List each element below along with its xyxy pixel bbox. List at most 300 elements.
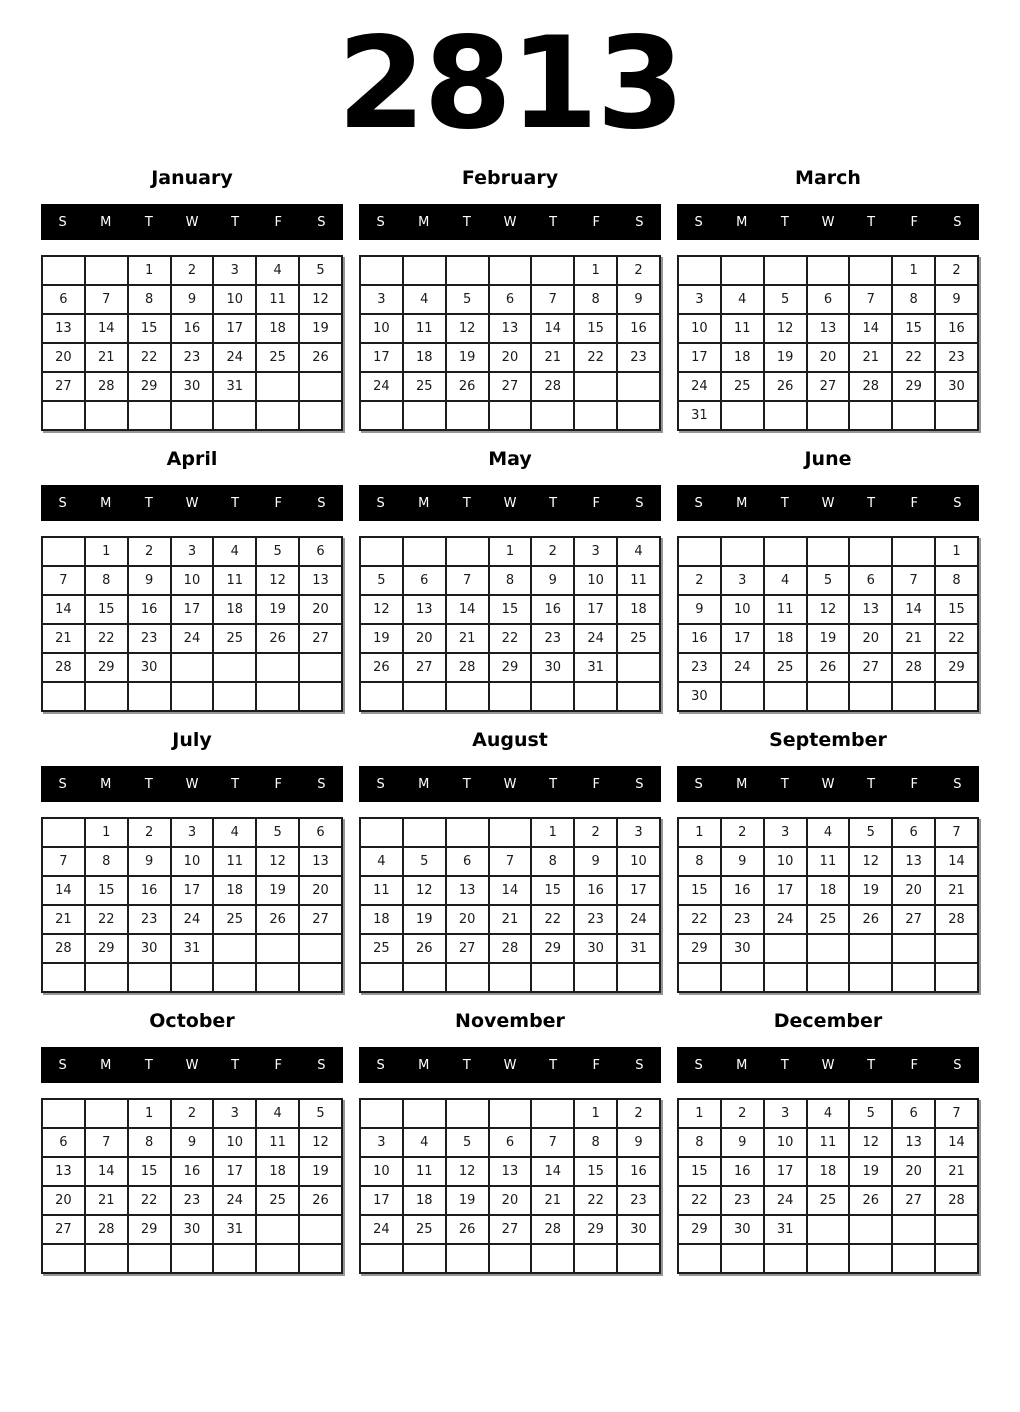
day-cell: 17 [617,876,660,905]
month-block [359,1009,661,1274]
month-block [359,447,661,712]
day-cell: 13 [299,566,342,595]
day-cell: 9 [128,566,171,595]
week-row [360,343,660,372]
month-days-table [677,255,979,431]
day-cell: 25 [764,653,807,682]
day-cell: 2 [935,256,978,285]
day-cell: 21 [935,876,978,905]
month-title: November [455,1010,565,1032]
empty-day-cell [807,256,850,285]
week-row [42,1215,342,1244]
day-cell: 25 [403,372,446,401]
empty-day-cell [574,401,617,430]
empty-day-cell [42,818,85,847]
empty-day-cell [892,963,935,992]
day-cell: 6 [446,847,489,876]
day-cell: 11 [213,566,256,595]
empty-day-cell [531,963,574,992]
week-row [360,905,660,934]
weekday-label: M [736,495,748,511]
day-cell: 8 [531,847,574,876]
day-cell: 12 [849,1128,892,1157]
day-cell: 17 [213,314,256,343]
empty-day-cell [849,537,892,566]
day-cell: 20 [403,624,446,653]
day-cell: 28 [892,653,935,682]
day-cell: 3 [764,818,807,847]
empty-day-cell [849,401,892,430]
week-row [360,1099,660,1128]
day-cell: 11 [213,847,256,876]
day-cell: 15 [935,595,978,624]
day-cell: 16 [171,1157,214,1186]
day-cell: 1 [574,256,617,285]
day-cell: 31 [574,653,617,682]
empty-day-cell [764,537,807,566]
month-days-body [360,256,660,430]
day-cell: 11 [764,595,807,624]
day-cell: 4 [807,818,850,847]
weekday-label: W [821,1057,835,1073]
empty-day-cell [849,934,892,963]
day-cell: 24 [617,905,660,934]
day-cell: 26 [446,1215,489,1244]
empty-day-cell [721,682,764,711]
empty-day-cell [935,1215,978,1244]
day-cell: 2 [128,818,171,847]
weekday-header [677,204,979,240]
empty-day-cell [807,537,850,566]
day-cell: 16 [617,1157,660,1186]
empty-day-cell [446,818,489,847]
day-cell: 20 [892,876,935,905]
day-cell: 8 [489,566,532,595]
day-cell: 22 [935,624,978,653]
empty-day-cell [935,401,978,430]
day-cell: 19 [256,595,299,624]
empty-day-cell [256,1244,299,1273]
day-cell: 17 [360,1186,403,1215]
day-cell: 3 [574,537,617,566]
weekday-header [359,1047,661,1083]
year-title: 2813 [337,9,683,157]
day-cell: 23 [171,1186,214,1215]
weekday-label: S [376,495,385,511]
empty-day-cell [574,682,617,711]
week-row [678,1157,978,1186]
month-days-table [359,1098,661,1274]
day-cell: 9 [128,847,171,876]
weekday-label: S [635,495,644,511]
day-cell: 5 [446,285,489,314]
week-row [42,876,342,905]
month-days-table [359,817,661,993]
empty-day-cell [360,401,403,430]
day-cell: 24 [721,653,764,682]
day-cell: 12 [360,595,403,624]
week-row [42,537,342,566]
empty-day-cell [446,401,489,430]
weekday-label: S [317,776,326,792]
weekday-label: S [58,214,67,230]
weekday-label: M [100,1057,112,1073]
day-cell: 7 [85,285,128,314]
day-cell: 28 [531,1215,574,1244]
day-cell: 29 [489,653,532,682]
day-cell: 16 [721,1157,764,1186]
day-cell: 15 [489,595,532,624]
empty-day-cell [360,537,403,566]
day-cell: 29 [128,372,171,401]
day-cell: 30 [531,653,574,682]
day-cell: 27 [42,1215,85,1244]
day-cell: 24 [678,372,721,401]
day-cell: 17 [360,343,403,372]
month-block [41,1009,343,1274]
week-row [360,1215,660,1244]
empty-day-cell [807,1215,850,1244]
week-row [360,566,660,595]
day-cell: 5 [299,256,342,285]
day-cell: 15 [531,876,574,905]
weekday-label: M [736,214,748,230]
day-cell: 18 [764,624,807,653]
day-cell: 22 [574,1186,617,1215]
empty-day-cell [489,1099,532,1128]
day-cell: 7 [849,285,892,314]
day-cell: 27 [403,653,446,682]
empty-day-cell [574,1244,617,1273]
empty-day-cell [531,1244,574,1273]
weekday-header [677,766,979,802]
empty-day-cell [678,963,721,992]
empty-day-cell [678,537,721,566]
day-cell: 17 [721,624,764,653]
week-row [678,1244,978,1273]
day-cell: 23 [128,905,171,934]
day-cell: 14 [42,595,85,624]
day-cell: 26 [446,372,489,401]
day-cell: 22 [85,905,128,934]
day-cell: 29 [892,372,935,401]
month-days-body [360,1099,660,1273]
empty-day-cell [807,401,850,430]
empty-day-cell [42,1244,85,1273]
day-cell: 19 [849,1157,892,1186]
empty-day-cell [360,818,403,847]
day-cell: 9 [574,847,617,876]
day-cell: 20 [892,1157,935,1186]
day-cell: 12 [446,1157,489,1186]
day-cell: 10 [764,847,807,876]
empty-day-cell [42,401,85,430]
empty-day-cell [935,934,978,963]
day-cell: 27 [446,934,489,963]
day-cell: 6 [42,1128,85,1157]
day-cell: 11 [807,1128,850,1157]
day-cell: 13 [849,595,892,624]
empty-day-cell [935,963,978,992]
day-cell: 18 [807,1157,850,1186]
week-row [678,653,978,682]
week-row [360,876,660,905]
weekday-label: T [867,776,876,792]
empty-day-cell [299,963,342,992]
day-cell: 17 [764,876,807,905]
month-days-body [42,818,342,992]
day-cell: 26 [849,905,892,934]
week-row [360,682,660,711]
day-cell: 29 [574,1215,617,1244]
day-cell: 6 [299,818,342,847]
day-cell: 15 [85,595,128,624]
empty-day-cell [299,1244,342,1273]
month-days-body [360,537,660,711]
day-cell: 12 [849,847,892,876]
empty-day-cell [935,1244,978,1273]
weekday-label: S [953,776,962,792]
month-days-table [677,536,979,712]
day-cell: 28 [42,934,85,963]
day-cell: 29 [935,653,978,682]
day-cell: 27 [489,372,532,401]
day-cell: 30 [935,372,978,401]
day-cell: 8 [935,566,978,595]
week-row [42,1157,342,1186]
day-cell: 31 [171,934,214,963]
day-cell: 5 [360,566,403,595]
day-cell: 9 [171,285,214,314]
week-row [42,653,342,682]
week-row [678,682,978,711]
day-cell: 22 [892,343,935,372]
day-cell: 28 [531,372,574,401]
day-cell: 20 [849,624,892,653]
week-row [360,818,660,847]
weekday-label: S [635,776,644,792]
day-cell: 1 [128,1099,171,1128]
day-cell: 1 [678,818,721,847]
week-row [678,372,978,401]
weekday-header [41,1047,343,1083]
day-cell: 30 [171,1215,214,1244]
month-block [677,166,979,431]
day-cell: 23 [128,624,171,653]
day-cell: 16 [935,314,978,343]
week-row [360,314,660,343]
week-row [678,314,978,343]
week-row [42,401,342,430]
day-cell: 13 [299,847,342,876]
week-row [360,256,660,285]
month-block [359,728,661,993]
month-days-table [41,817,343,993]
empty-day-cell [617,682,660,711]
empty-day-cell [85,256,128,285]
week-row [678,1186,978,1215]
empty-day-cell [256,653,299,682]
empty-day-cell [531,401,574,430]
week-row [42,1186,342,1215]
empty-day-cell [403,256,446,285]
day-cell: 13 [42,314,85,343]
day-cell: 7 [85,1128,128,1157]
day-cell: 18 [213,876,256,905]
day-cell: 4 [213,537,256,566]
empty-day-cell [299,1215,342,1244]
day-cell: 4 [403,285,446,314]
weekday-label: T [462,1057,471,1073]
week-row [42,1099,342,1128]
empty-day-cell [171,653,214,682]
day-cell: 6 [849,566,892,595]
month-days-table [677,1098,979,1274]
empty-day-cell [721,401,764,430]
day-cell: 30 [617,1215,660,1244]
weekday-label: S [635,1057,644,1073]
weekday-header [41,204,343,240]
day-cell: 23 [678,653,721,682]
day-cell: 2 [721,1099,764,1128]
weekday-label: S [953,1057,962,1073]
day-cell: 11 [360,876,403,905]
day-cell: 21 [446,624,489,653]
day-cell: 26 [299,343,342,372]
weekday-label: F [592,1057,601,1073]
month-block [677,728,979,993]
day-cell: 6 [42,285,85,314]
month-block [41,728,343,993]
day-cell: 28 [85,1215,128,1244]
day-cell: 18 [403,1186,446,1215]
week-row [42,624,342,653]
day-cell: 19 [446,343,489,372]
empty-day-cell [489,682,532,711]
day-cell: 24 [213,1186,256,1215]
day-cell: 29 [531,934,574,963]
day-cell: 15 [85,876,128,905]
weekday-label: W [821,495,835,511]
day-cell: 6 [403,566,446,595]
weekday-label: W [185,495,199,511]
empty-day-cell [42,537,85,566]
day-cell: 2 [171,256,214,285]
empty-day-cell [256,682,299,711]
day-cell: 12 [764,314,807,343]
weekday-label: T [780,214,789,230]
empty-day-cell [403,1244,446,1273]
day-cell: 16 [171,314,214,343]
day-cell: 7 [42,847,85,876]
empty-day-cell [213,401,256,430]
day-cell: 20 [42,1186,85,1215]
day-cell: 27 [849,653,892,682]
empty-day-cell [213,963,256,992]
day-cell: 31 [678,401,721,430]
day-cell: 6 [489,285,532,314]
day-cell: 3 [213,1099,256,1128]
day-cell: 2 [531,537,574,566]
day-cell: 1 [935,537,978,566]
day-cell: 19 [299,1157,342,1186]
day-cell: 28 [446,653,489,682]
day-cell: 1 [678,1099,721,1128]
day-cell: 2 [171,1099,214,1128]
weekday-label: M [418,1057,430,1073]
day-cell: 22 [678,905,721,934]
day-cell: 3 [617,818,660,847]
day-cell: 25 [213,624,256,653]
day-cell: 31 [213,372,256,401]
day-cell: 24 [360,372,403,401]
weekday-label: W [503,495,517,511]
day-cell: 6 [489,1128,532,1157]
month-days-body [678,1099,978,1273]
week-row [678,343,978,372]
day-cell: 24 [764,1186,807,1215]
month-title: September [769,729,887,751]
day-cell: 1 [85,537,128,566]
day-cell: 14 [935,1128,978,1157]
month-block [359,166,661,431]
week-row [42,595,342,624]
day-cell: 30 [171,372,214,401]
weekday-label: T [867,1057,876,1073]
day-cell: 13 [42,1157,85,1186]
weekday-header [41,485,343,521]
empty-day-cell [764,401,807,430]
day-cell: 28 [42,653,85,682]
week-row [678,934,978,963]
month-days-body [42,256,342,430]
day-cell: 11 [256,285,299,314]
empty-day-cell [213,1244,256,1273]
day-cell: 28 [489,934,532,963]
day-cell: 30 [128,934,171,963]
weekday-label: S [58,495,67,511]
day-cell: 23 [617,1186,660,1215]
day-cell: 8 [678,1128,721,1157]
day-cell: 23 [574,905,617,934]
weekday-label: M [418,776,430,792]
weekday-label: T [549,1057,558,1073]
week-row [360,653,660,682]
weekday-label: T [780,1057,789,1073]
day-cell: 16 [128,876,171,905]
day-cell: 28 [935,1186,978,1215]
day-cell: 5 [299,1099,342,1128]
day-cell: 13 [489,1157,532,1186]
day-cell: 10 [213,285,256,314]
month-block [41,447,343,712]
day-cell: 20 [807,343,850,372]
day-cell: 3 [360,285,403,314]
weekday-label: T [780,776,789,792]
empty-day-cell [85,1244,128,1273]
day-cell: 22 [85,624,128,653]
day-cell: 20 [446,905,489,934]
empty-day-cell [617,963,660,992]
day-cell: 10 [171,566,214,595]
empty-day-cell [892,537,935,566]
day-cell: 3 [171,818,214,847]
day-cell: 11 [617,566,660,595]
day-cell: 14 [489,876,532,905]
day-cell: 2 [574,818,617,847]
empty-day-cell [85,401,128,430]
day-cell: 4 [721,285,764,314]
